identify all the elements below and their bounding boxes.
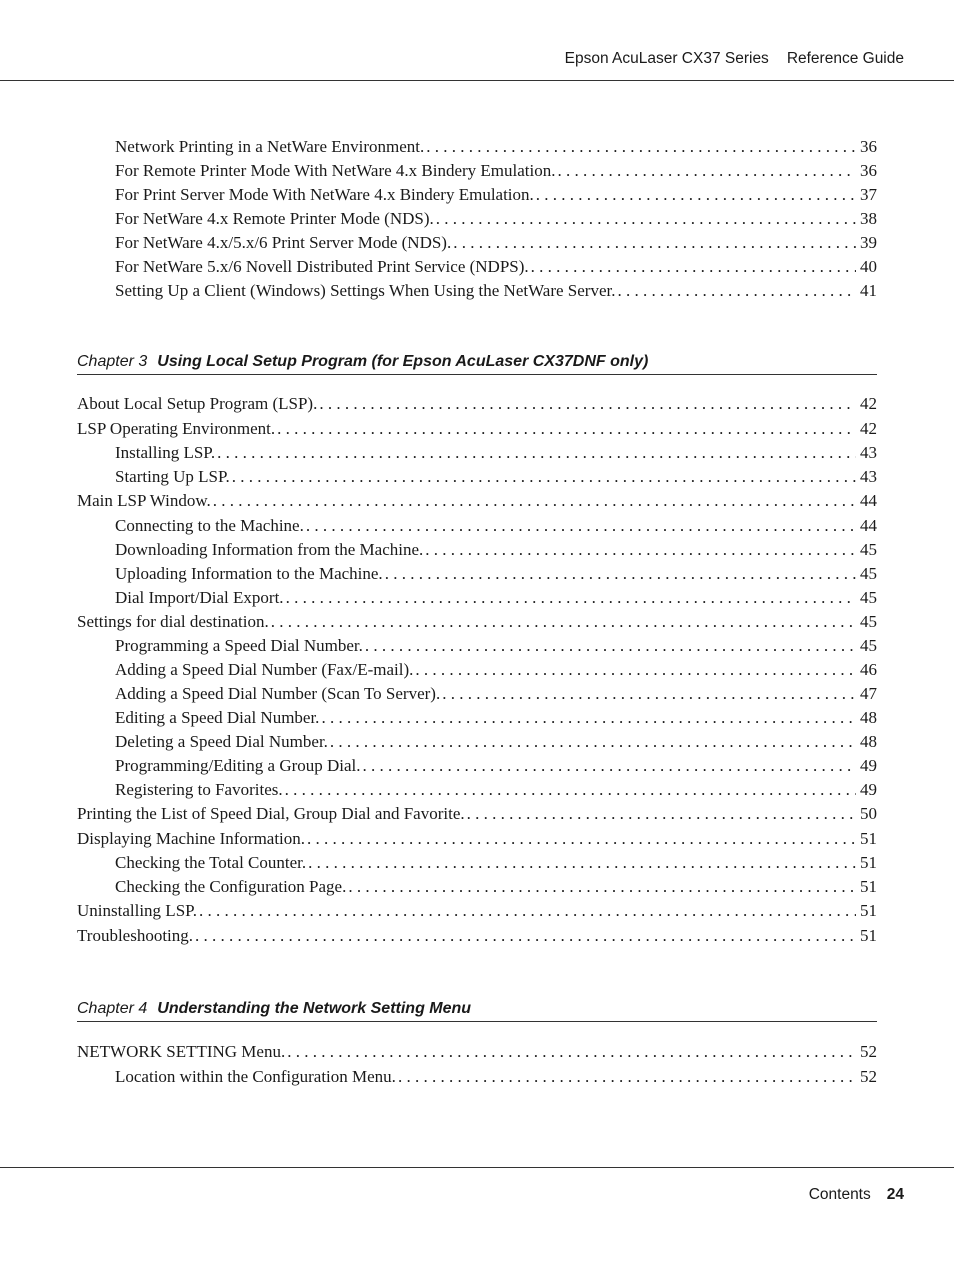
toc-entry[interactable] [77, 875, 877, 899]
toc-entry-page: 45 [860, 636, 877, 655]
toc-leader-dots [308, 851, 856, 875]
toc-entry-title: LSP Operating Environment. [77, 418, 276, 438]
toc-leader-dots [232, 465, 856, 489]
toc-entry-title: For NetWare 4.x Remote Printer Mode (NDS). [115, 209, 434, 228]
toc-entry[interactable] [77, 1040, 877, 1065]
header-product: Epson AcuLaser CX37 Series [564, 50, 769, 67]
toc-entry-title: About Local Setup Program (LSP). [77, 394, 318, 413]
toc-entry-page: 36 [860, 161, 877, 180]
toc-entry[interactable] [77, 1065, 877, 1089]
toc-entry-page: 48 [860, 732, 877, 751]
toc-leader-dots [536, 183, 856, 207]
toc-entry-title: Adding a Speed Dial Number (Scan To Server). [115, 684, 441, 703]
toc-entry-title: For NetWare 5.x/6 Novell Distributed Print Service (NDPS). [115, 257, 529, 276]
footer-section: Contents [808, 1186, 871, 1203]
toc-entry-page: 45 [860, 611, 877, 631]
toc-leader-dots [199, 899, 856, 924]
chapter-4-title: Understanding the Network Setting Menu [157, 1000, 472, 1017]
toc-entry-page: 52 [860, 1066, 877, 1086]
toc-leader-dots [195, 924, 856, 949]
toc-entry-title: Checking the Total Counter. [115, 853, 307, 872]
toc-leader-dots [453, 231, 856, 255]
toc-entry[interactable] [77, 924, 877, 949]
toc-leader-dots [306, 514, 856, 538]
toc-leader-dots [436, 207, 856, 231]
toc-entry-title: Troubleshooting. [77, 925, 194, 945]
toc-entry[interactable] [77, 634, 877, 658]
toc-leader-dots [363, 754, 856, 778]
toc-entry[interactable] [77, 827, 877, 852]
toc-entry[interactable] [77, 159, 877, 183]
toc-entry-title: Location within the Configuration Menu. [115, 1066, 396, 1086]
toc-entry[interactable] [77, 207, 877, 231]
toc-entry-page: 51 [860, 925, 877, 945]
toc-entry-page: 43 [860, 467, 877, 486]
toc-entry[interactable] [77, 489, 877, 514]
toc-entry-title: Downloading Information from the Machine. [115, 539, 424, 559]
toc-entry-page: 44 [860, 491, 877, 510]
toc-entry-page: 44 [860, 515, 877, 535]
toc-entry-title: Network Printing in a NetWare Environment. [115, 137, 425, 156]
toc-leader-dots [617, 279, 856, 303]
toc-block-chapter-4 [77, 1040, 877, 1089]
toc-entry[interactable] [77, 135, 877, 159]
toc-leader-dots [213, 489, 856, 514]
toc-entry[interactable] [77, 417, 877, 442]
chapter-3-title: Using Local Setup Program (for Epson AcuLaser CX37DNF only) [157, 353, 649, 370]
toc-entry-title: Checking the Configuration Page. [115, 877, 347, 896]
toc-leader-dots [307, 827, 856, 852]
toc-entry[interactable] [77, 586, 877, 610]
toc-entry-title: For NetWare 4.x/5.x/6 Print Server Mode (NDS). [115, 233, 452, 252]
toc-entry[interactable] [77, 279, 877, 303]
chapter-4-label: Chapter 4 [77, 1000, 148, 1017]
toc-entry-page: 46 [860, 660, 877, 679]
toc-entry-title: Uninstalling LSP. [77, 901, 197, 920]
page-footer [809, 1186, 904, 1204]
toc-entry-page: 47 [860, 684, 877, 703]
toc-entry[interactable] [77, 514, 877, 538]
toc-entry[interactable] [77, 730, 877, 754]
toc-entry-title: Connecting to the Machine. [115, 515, 304, 535]
toc-entry-title: Main LSP Window. [77, 491, 211, 510]
toc-entry-page: 50 [860, 804, 877, 823]
header-guide: Reference Guide [786, 50, 904, 67]
toc-entry[interactable] [77, 706, 877, 730]
toc-entry-title: For Print Server Mode With NetWare 4.x Bindery Emulation. [115, 185, 534, 204]
chapter-3-label: Chapter 3 [77, 353, 148, 370]
toc-leader-dots [277, 417, 856, 442]
toc-leader-dots [286, 586, 856, 610]
toc-entry[interactable] [77, 851, 877, 875]
toc-entry-title: Adding a Speed Dial Number (Fax/E-mail). [115, 660, 414, 679]
toc-entry-title: Setting Up a Client (Windows) Settings When Using the NetWare Server. [115, 281, 616, 300]
toc-entry-page: 38 [860, 209, 877, 228]
chapter-3-heading [77, 353, 877, 375]
toc-entry-title: Installing LSP. [115, 443, 216, 462]
toc-entry-page: 51 [860, 853, 877, 872]
toc-entry-title: Settings for dial destination. [77, 611, 269, 631]
chapter-4-heading [77, 1000, 877, 1022]
toc-entry-page: 49 [860, 756, 877, 775]
toc-entry[interactable] [77, 682, 877, 706]
toc-leader-dots [271, 610, 856, 635]
toc-leader-dots [287, 1040, 856, 1065]
toc-entry-title: Programming a Speed Dial Number. [115, 636, 363, 655]
toc-leader-dots [348, 875, 856, 899]
toc-entry-page: 41 [860, 281, 877, 300]
toc-entry[interactable] [77, 441, 877, 465]
toc-entry-title: For Remote Printer Mode With NetWare 4.x Bindery Emulation. [115, 161, 556, 180]
toc-entry[interactable] [77, 802, 877, 827]
toc-leader-dots [415, 658, 856, 682]
toc-entry-page: 45 [860, 539, 877, 559]
toc-entry-page: 36 [860, 137, 877, 156]
toc-entry-title: Printing the List of Speed Dial, Group Dial and Favorite. [77, 804, 465, 823]
toc-entry-page: 45 [860, 563, 877, 583]
toc-entry-page: 37 [860, 185, 877, 204]
toc-entry-title: Editing a Speed Dial Number. [115, 708, 320, 727]
toc-entry[interactable] [77, 562, 877, 586]
toc-leader-dots [426, 135, 856, 159]
toc-entry-page: 42 [860, 418, 877, 438]
toc-entry-title: Displaying Machine Information. [77, 828, 306, 848]
toc-entry[interactable] [77, 778, 877, 802]
toc-entry[interactable] [77, 183, 877, 207]
toc-entry[interactable] [77, 538, 877, 562]
page-number: 24 [886, 1186, 904, 1203]
toc-entry-page: 39 [860, 233, 877, 252]
toc-entry-title: NETWORK SETTING Menu. [77, 1042, 286, 1061]
toc-entry-page: 49 [860, 780, 877, 799]
toc-leader-dots [321, 706, 856, 730]
toc-entry-title: Starting Up LSP. [115, 467, 230, 486]
toc-entry-title: Dial Import/Dial Export. [115, 587, 284, 607]
toc-block-network [77, 135, 877, 303]
toc-entry[interactable] [77, 899, 877, 924]
toc-leader-dots [558, 159, 857, 183]
toc-entry-page: 51 [860, 828, 877, 848]
toc-leader-dots [385, 562, 856, 586]
toc-leader-dots [425, 538, 856, 562]
toc-leader-dots [319, 392, 856, 417]
toc-entry[interactable] [77, 255, 877, 279]
toc-leader-dots [330, 730, 856, 754]
toc-leader-dots [365, 634, 856, 658]
toc-entry-page: 40 [860, 257, 877, 276]
toc-entry[interactable] [77, 231, 877, 255]
toc-entry[interactable] [77, 610, 877, 635]
toc-entry-page: 43 [860, 443, 877, 462]
footer-rule [0, 1167, 954, 1168]
toc-entry-page: 45 [860, 587, 877, 607]
toc-entry-page: 52 [860, 1042, 877, 1061]
toc-entry-title: Deleting a Speed Dial Number. [115, 732, 328, 751]
toc-entry-title: Registering to Favorites. [115, 780, 283, 799]
toc-entry-page: 51 [860, 901, 877, 920]
toc-leader-dots [217, 441, 856, 465]
toc-block-chapter-3 [77, 392, 877, 948]
toc-leader-dots [531, 255, 856, 279]
toc-entry-title: Programming/Editing a Group Dial. [115, 756, 361, 775]
toc-leader-dots [285, 778, 856, 802]
toc-leader-dots [467, 802, 856, 827]
toc-entry-page: 51 [860, 877, 877, 896]
toc-entry-title: Uploading Information to the Machine. [115, 563, 383, 583]
toc-entry[interactable] [77, 658, 877, 682]
toc-entry-page: 42 [860, 394, 877, 413]
toc-leader-dots [398, 1065, 856, 1089]
toc-entry[interactable] [77, 465, 877, 489]
header-rule [0, 80, 954, 81]
toc-entry[interactable] [77, 754, 877, 778]
toc-leader-dots [442, 682, 856, 706]
toc-entry[interactable] [77, 392, 877, 417]
page-header [565, 50, 904, 68]
toc-entry-page: 48 [860, 708, 877, 727]
